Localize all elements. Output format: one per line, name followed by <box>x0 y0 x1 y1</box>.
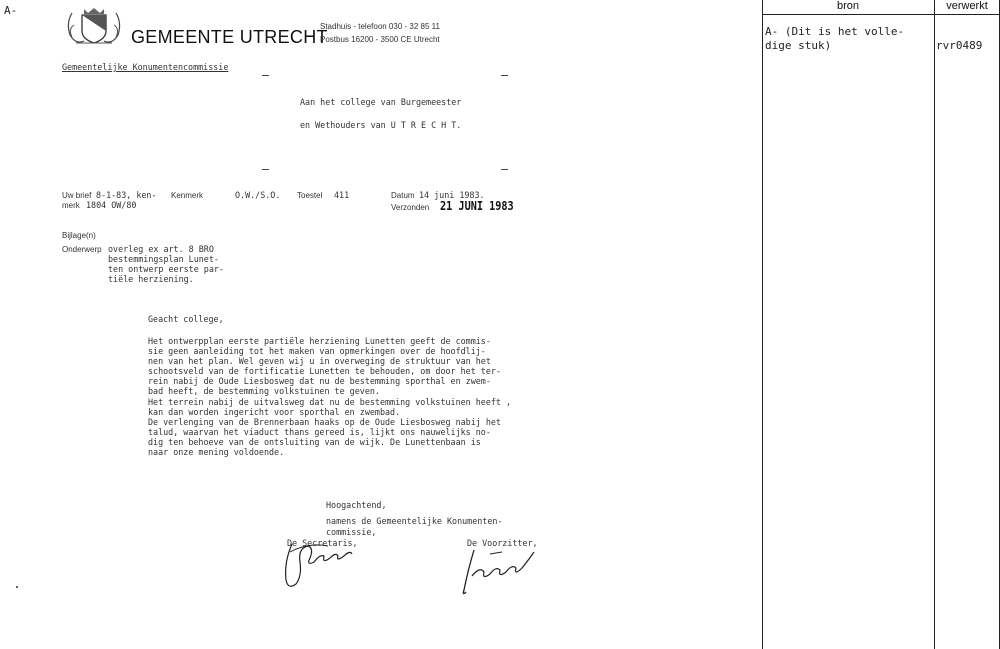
punch-hole-mark <box>16 586 18 588</box>
column-header-bron: bron <box>836 0 860 12</box>
datum-value: 14 juni 1983. <box>419 190 485 200</box>
onderwerp-line: tiële herziening. <box>108 274 194 284</box>
uw-brief-reference: 1804 OW/80 <box>86 200 137 210</box>
body-line: Het ontwerpplan eerste partiële herziening Lunetten geeft de commis- <box>148 336 491 346</box>
column-header-verwerkt: verwerkt <box>946 0 988 12</box>
uw-brief-label: Uw brief <box>62 191 92 200</box>
toestel-value: 411 <box>334 190 350 200</box>
closing-line-2: namens de Gemeentelijke Konumenten- <box>326 516 503 526</box>
closing-line-3: commissie, <box>326 527 377 537</box>
uw-brief-prefix: merk <box>62 201 80 210</box>
verwerkt-cell: rvr0489 <box>936 39 983 52</box>
kenmerk-value: O.W./S.O. <box>235 190 281 200</box>
onderwerp-label: Onderwerp <box>62 245 102 254</box>
onderwerp-line: overleg ex art. 8 BRO <box>108 244 214 254</box>
fold-mark <box>501 75 508 76</box>
salutation: Geacht college, <box>148 314 224 324</box>
table-border-left <box>762 0 763 649</box>
sender-committee: Gemeentelijke Konumentencommissie <box>62 62 229 72</box>
onderwerp-text <box>108 244 224 284</box>
table-border-middle <box>934 0 935 649</box>
onderwerp-line: bestemmingsplan Lunet- <box>108 254 219 264</box>
bron-cell-line-1: A- (Dit is het volle- <box>765 25 905 38</box>
onderwerp-line: ten ontwerp eerste par- <box>108 264 224 274</box>
body-line: bad heeft, de bestemming volkstuinen te geven. <box>148 386 380 397</box>
body-line: sie geen aanleiding tot het maken van opmerkingen over de hoofdlij- <box>148 346 486 357</box>
secretary-signature <box>278 528 358 594</box>
secretary-label: De Secretaris, <box>287 538 358 548</box>
body-line: Het terrein nabij de uitvalsweg dat nu de bestemming volkstuinen heeft , <box>148 396 512 407</box>
body-line: nen van het plan. Wel geven wij u in overweging de struktuur van het <box>148 356 491 367</box>
body-line: kan dan worden ingericht voor sporthal en zwembad. <box>148 406 401 417</box>
verzonden-label: Verzonden <box>391 203 430 212</box>
recipient-line-1: Aan het college van Burgemeester <box>300 97 462 107</box>
table-header-divider <box>762 14 1000 15</box>
page-marker: A- <box>4 4 18 17</box>
chairman-signature <box>450 536 550 598</box>
kenmerk-label: Kenmerk <box>171 191 204 200</box>
bijlagen-label: Bijlage(n) <box>62 231 96 240</box>
chairman-label: De Voorzitter, <box>467 538 538 548</box>
municipality-name: GEMEENTE UTRECHT <box>131 27 328 47</box>
body-line: naar onze mening voldoende. <box>148 447 285 458</box>
body-line: De verlenging van de Brennerbaan haaks op de Oude Liesbosweg nabij het <box>148 416 501 427</box>
fold-mark <box>262 75 269 76</box>
address-line-2: Postbus 16200 - 3500 CE Utrecht <box>320 35 440 44</box>
bron-cell-line-2: dige stuk) <box>765 39 832 52</box>
body-line: dig ten behoeve van de ontsluiting van de wijk. De Lunettenbaan is <box>148 436 481 447</box>
fold-mark <box>501 169 508 170</box>
address-line-1: Stadhuis - telefoon 030 - 32 85 11 <box>320 22 440 31</box>
verzonden-date-stamp: 21 JUNI 1983 <box>440 199 514 213</box>
fold-mark <box>262 169 269 170</box>
recipient-line-2: en Wethouders van U T R E C H T. <box>300 120 462 130</box>
body-line: schootsveld van de fortificatie Lunetten te behouden, om door het ter- <box>148 366 501 377</box>
body-line: talud, waarvan het viaduct thans gereed is, lijkt ons nauwelijks no- <box>148 426 491 437</box>
uw-brief-value: 8-1-83, ken- <box>96 190 157 200</box>
letter-body <box>148 336 511 457</box>
toestel-label: Toestel <box>297 191 323 200</box>
closing-line-1: Hoogachtend, <box>326 500 387 510</box>
coat-of-arms-logo <box>62 5 126 47</box>
datum-label: Datum <box>391 191 415 200</box>
index-table <box>762 0 1000 649</box>
body-line: rein nabij de Oude Liesbosweg dat nu de bestemming sporthal en zwem- <box>148 376 491 387</box>
